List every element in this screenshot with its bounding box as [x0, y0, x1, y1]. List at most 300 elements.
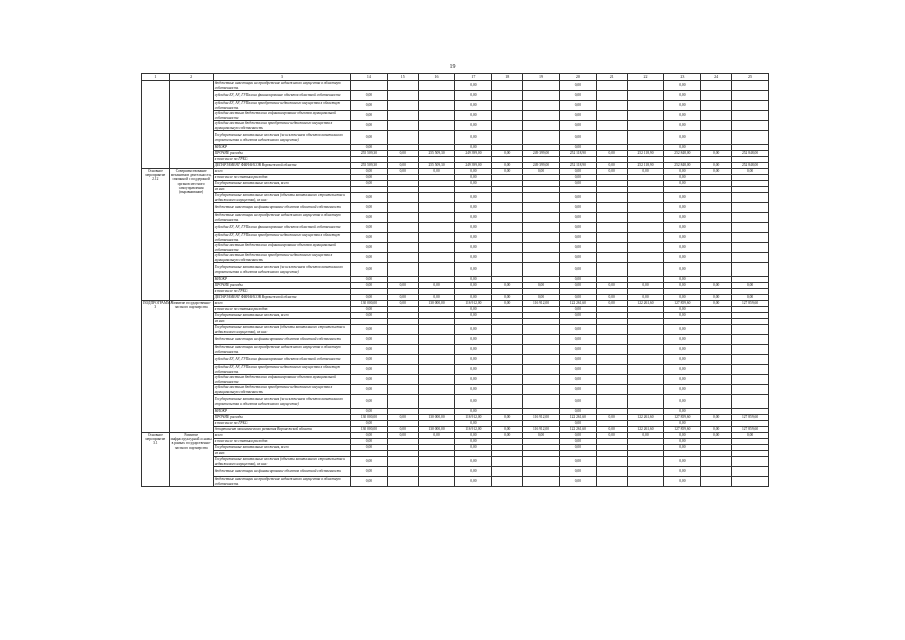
value-cell — [701, 365, 732, 375]
value-cell — [523, 365, 560, 375]
value-cell: 255 509,30 — [350, 163, 387, 169]
value-cell: 0,00 — [559, 457, 596, 467]
value-cell: 0,00 — [664, 91, 701, 101]
value-cell: 0,00 — [455, 243, 492, 253]
value-cell: 0,00 — [664, 193, 701, 203]
expense-type-cell: Государственные капитальные вложения (за исключением объектов капитального строительства и объектов недвижимого имущества) — [213, 263, 350, 277]
header-row — [142, 74, 769, 81]
value-cell: 0,00 — [664, 213, 701, 223]
value-cell — [418, 193, 455, 203]
value-cell — [596, 253, 627, 263]
value-cell: 0,00 — [664, 243, 701, 253]
value-cell — [492, 131, 523, 145]
value-cell: 130 000,00 — [418, 415, 455, 421]
activity-name-cell: Совершенствование механизмов деятельности, связанной с поддержкой органов местного самоуправления (выравнивание) — [169, 169, 213, 301]
value-cell: 249 399,00 — [455, 151, 492, 157]
value-cell: 116 912,00 — [523, 415, 560, 421]
value-cell — [596, 203, 627, 213]
value-cell: 127 859,60 — [732, 301, 769, 307]
value-cell: 0,00 — [455, 385, 492, 395]
value-cell — [701, 213, 732, 223]
value-cell — [523, 91, 560, 101]
page-number: 19 — [449, 64, 456, 70]
value-cell — [701, 335, 732, 345]
value-cell — [701, 263, 732, 277]
value-cell: 0,00 — [350, 213, 387, 223]
header-cell: 23 — [664, 74, 701, 81]
value-cell: 0,00 — [559, 283, 596, 289]
value-cell — [596, 233, 627, 243]
value-cell — [596, 193, 627, 203]
value-cell — [523, 111, 560, 121]
value-cell — [523, 345, 560, 355]
table-row — [142, 203, 769, 213]
value-cell — [492, 203, 523, 213]
value-cell — [387, 243, 418, 253]
value-cell: 0,00 — [350, 283, 387, 289]
value-cell: 0,00 — [596, 433, 627, 439]
value-cell: 0,00 — [559, 203, 596, 213]
value-cell — [418, 131, 455, 145]
value-cell — [523, 467, 560, 477]
expense-type-cell: субсидии БУ, АУ, ГУПам на приобретение недвижимого имущества в областную собственность — [213, 233, 350, 243]
value-cell: 249 399,00 — [523, 151, 560, 157]
value-cell — [523, 325, 560, 335]
value-cell — [387, 101, 418, 111]
value-cell — [418, 355, 455, 365]
value-cell — [418, 477, 455, 487]
value-cell — [523, 101, 560, 111]
value-cell: 0,00 — [559, 467, 596, 477]
expense-type-cell: Государственные капитальные вложения (объекты капитального строительства и недвижимого имущества), из них: — [213, 457, 350, 467]
expense-type-cell: ДЕПАРТАМЕНТ ФИНАНСОВ Воронежской области — [213, 163, 350, 169]
value-cell: 0,00 — [559, 433, 596, 439]
value-cell — [523, 355, 560, 365]
value-cell — [627, 91, 664, 101]
expense-type-cell: бюджетные инвестиции на финансирование объектов областной собственности — [213, 467, 350, 477]
value-cell: 0,00 — [418, 295, 455, 301]
value-cell — [701, 385, 732, 395]
value-cell: 0,00 — [350, 223, 387, 233]
value-cell: 0,00 — [455, 169, 492, 175]
activity-name-cell — [169, 81, 213, 169]
table-row — [142, 101, 769, 111]
value-cell: 116 912,00 — [455, 427, 492, 433]
value-cell: 0,00 — [559, 355, 596, 365]
value-cell: 0,00 — [664, 375, 701, 385]
header-cell: 24 — [701, 74, 732, 81]
value-cell — [492, 335, 523, 345]
value-cell: 0,00 — [350, 233, 387, 243]
value-cell: 0,00 — [559, 233, 596, 243]
activity-name-cell: Развитие инфраструктурной основы в рамках государственно-частного партнерства — [169, 433, 213, 487]
expense-type-cell: ПРОЧИЕ расходы — [213, 415, 350, 421]
value-cell: 0,00 — [350, 433, 387, 439]
value-cell: 0,00 — [664, 355, 701, 365]
value-cell: 0,00 — [418, 433, 455, 439]
expense-type-cell: субсидии местным бюджетам на приобретение недвижимого имущества в муниципальную собственность — [213, 385, 350, 395]
value-cell — [387, 213, 418, 223]
value-cell — [350, 81, 387, 91]
value-cell — [627, 213, 664, 223]
value-cell: 255 509,30 — [350, 151, 387, 157]
value-cell — [387, 477, 418, 487]
value-cell: 252 118,90 — [627, 151, 664, 157]
value-cell: 0,00 — [664, 111, 701, 121]
value-cell: 0,00 — [559, 421, 596, 427]
value-cell — [387, 263, 418, 277]
value-cell: 0,00 — [664, 263, 701, 277]
value-cell — [523, 233, 560, 243]
value-cell: 0,00 — [664, 313, 701, 319]
value-cell — [596, 477, 627, 487]
value-cell: 0,00 — [732, 433, 769, 439]
value-cell — [387, 355, 418, 365]
value-cell — [418, 233, 455, 243]
value-cell: 249 399,00 — [455, 163, 492, 169]
value-cell: 0,00 — [455, 213, 492, 223]
value-cell — [387, 81, 418, 91]
value-cell: 122 261,60 — [627, 427, 664, 433]
value-cell — [701, 457, 732, 467]
table-row — [142, 355, 769, 365]
value-cell: 0,00 — [455, 313, 492, 319]
value-cell: 0,00 — [596, 295, 627, 301]
value-cell: 0,00 — [664, 467, 701, 477]
expense-type-cell: бюджетные инвестиции на приобретение недвижимого имущества в областную собственность — [213, 477, 350, 487]
table-row — [142, 457, 769, 467]
value-cell — [596, 375, 627, 385]
value-cell: 0,00 — [350, 375, 387, 385]
expense-type-cell: НИОКР — [213, 277, 350, 283]
value-cell: 130 000,00 — [418, 301, 455, 307]
expense-type-cell: субсидии БУ, АУ, ГУПам на приобретение недвижимого имущества в областную собственность — [213, 365, 350, 375]
value-cell: 130 000,00 — [350, 427, 387, 433]
expense-type-cell: Государственные капитальные вложения (за исключением объектов капитального строительства и объектов недвижимого имущества) — [213, 131, 350, 145]
value-cell: 0,00 — [455, 355, 492, 365]
value-cell — [732, 111, 769, 121]
value-cell: 0,00 — [350, 169, 387, 175]
table-row — [142, 131, 769, 145]
value-cell: 0,00 — [664, 295, 701, 301]
value-cell — [418, 223, 455, 233]
value-cell — [492, 223, 523, 233]
value-cell — [701, 131, 732, 145]
activity-name-cell: Развитие государственно-частного партнерства — [169, 301, 213, 433]
value-cell: 0,00 — [455, 335, 492, 345]
value-cell: 0,00 — [559, 243, 596, 253]
value-cell — [732, 467, 769, 477]
value-cell: 0,00 — [492, 151, 523, 157]
value-cell: 0,00 — [350, 313, 387, 319]
value-cell: 0,00 — [387, 415, 418, 421]
expense-type-cell: субсидии БУ, АУ, ГУПам на финансирование объектов областной собственности — [213, 355, 350, 365]
value-cell — [627, 395, 664, 409]
expense-type-cell: бюджетные инвестиции на финансирование объектов областной собственности — [213, 335, 350, 345]
value-cell — [627, 375, 664, 385]
value-cell — [418, 385, 455, 395]
value-cell: 0,00 — [664, 421, 701, 427]
value-cell: 0,00 — [596, 427, 627, 433]
activity-code-cell: ПОДПРОГРАММА 3 — [142, 301, 170, 433]
value-cell: 0,00 — [596, 169, 627, 175]
value-cell: 0,00 — [350, 111, 387, 121]
value-cell: 0,00 — [523, 169, 560, 175]
value-cell: 0,00 — [559, 395, 596, 409]
value-cell: 0,00 — [492, 415, 523, 421]
value-cell — [701, 395, 732, 409]
value-cell: 0,00 — [387, 433, 418, 439]
value-cell — [596, 325, 627, 335]
header-cell: 21 — [596, 74, 627, 81]
value-cell: 255 509,30 — [418, 151, 455, 157]
value-cell: 0,00 — [559, 81, 596, 91]
value-cell — [596, 345, 627, 355]
expense-type-cell: бюджетные инвестиции на финансирование объектов областной собственности — [213, 203, 350, 213]
value-cell: 0,00 — [455, 433, 492, 439]
value-cell: 0,00 — [350, 385, 387, 395]
value-cell — [732, 253, 769, 263]
value-cell — [418, 395, 455, 409]
value-cell: 0,00 — [701, 283, 732, 289]
value-cell: 0,00 — [664, 409, 701, 415]
expense-type-cell: Государственные капитальные вложения, всего — [213, 313, 350, 319]
value-cell: 0,00 — [455, 223, 492, 233]
value-cell: 0,00 — [701, 151, 732, 157]
expense-type-cell: субсидии местным бюджетам на софинансирование объектов муниципальной собственности — [213, 243, 350, 253]
value-cell: 0,00 — [523, 283, 560, 289]
value-cell: 0,00 — [455, 203, 492, 213]
value-cell — [387, 325, 418, 335]
value-cell — [701, 111, 732, 121]
expense-type-cell: субсидии БУ, АУ, ГУПам на финансирование объектов областной собственности — [213, 91, 350, 101]
value-cell — [701, 243, 732, 253]
value-cell — [387, 233, 418, 243]
value-cell: 116 912,00 — [455, 415, 492, 421]
expense-type-cell: бюджетные инвестиции на приобретение недвижимого имущества в областную собственность — [213, 213, 350, 223]
value-cell: 0,00 — [664, 175, 701, 181]
value-cell — [732, 335, 769, 345]
value-cell: 0,00 — [350, 243, 387, 253]
value-cell — [701, 477, 732, 487]
value-cell: 0,00 — [492, 169, 523, 175]
value-cell — [523, 121, 560, 131]
value-cell — [523, 81, 560, 91]
value-cell: 0,00 — [559, 385, 596, 395]
value-cell: 0,00 — [492, 301, 523, 307]
value-cell — [523, 131, 560, 145]
value-cell: 0,00 — [596, 415, 627, 421]
value-cell: 0,00 — [701, 415, 732, 421]
value-cell: 0,00 — [350, 277, 387, 283]
value-cell: 0,00 — [664, 385, 701, 395]
value-cell: 0,00 — [559, 277, 596, 283]
value-cell: 0,00 — [418, 283, 455, 289]
value-cell — [701, 233, 732, 243]
value-cell — [523, 223, 560, 233]
expense-type-cell: Государственные капитальные вложения, всего — [213, 181, 350, 187]
value-cell — [418, 101, 455, 111]
value-cell — [732, 131, 769, 145]
value-cell — [701, 91, 732, 101]
value-cell — [492, 213, 523, 223]
value-cell — [418, 243, 455, 253]
value-cell: 0,00 — [492, 433, 523, 439]
value-cell: 0,00 — [387, 163, 418, 169]
value-cell: 255 509,30 — [418, 163, 455, 169]
value-cell: 0,00 — [664, 457, 701, 467]
value-cell — [627, 111, 664, 121]
value-cell: 0,00 — [559, 131, 596, 145]
value-cell: 0,00 — [664, 395, 701, 409]
value-cell — [627, 131, 664, 145]
value-cell — [418, 203, 455, 213]
value-cell — [627, 335, 664, 345]
table-row — [142, 121, 769, 131]
table-row — [142, 365, 769, 375]
value-cell — [627, 365, 664, 375]
value-cell — [701, 345, 732, 355]
header-cell: 2 — [169, 74, 213, 81]
expense-type-cell: из них: — [213, 451, 350, 457]
value-cell: 0,00 — [418, 169, 455, 175]
value-cell — [387, 91, 418, 101]
activity-code-cell: Основное мероприятие 3.1 — [142, 433, 170, 487]
expense-type-cell: субсидии местным бюджетам на софинансирование объектов муниципальной собственности — [213, 375, 350, 385]
value-cell — [732, 355, 769, 365]
value-cell — [596, 101, 627, 111]
value-cell — [627, 477, 664, 487]
value-cell: 0,00 — [455, 307, 492, 313]
expense-type-cell: Государственные капитальные вложения (объекты капитального строительства и недвижимого имущества), из них: — [213, 193, 350, 203]
value-cell — [596, 111, 627, 121]
value-cell: 130 000,00 — [350, 301, 387, 307]
value-cell: 252 118,90 — [559, 151, 596, 157]
value-cell — [523, 375, 560, 385]
value-cell — [732, 101, 769, 111]
value-cell — [418, 457, 455, 467]
value-cell: 0,00 — [559, 365, 596, 375]
value-cell — [523, 243, 560, 253]
value-cell: 0,00 — [350, 263, 387, 277]
value-cell — [701, 355, 732, 365]
value-cell: 130 000,00 — [418, 427, 455, 433]
value-cell: 122 261,60 — [627, 301, 664, 307]
value-cell — [627, 81, 664, 91]
value-cell: 0,00 — [664, 145, 701, 151]
value-cell: 122 261,60 — [627, 415, 664, 421]
value-cell — [596, 91, 627, 101]
value-cell — [596, 121, 627, 131]
value-cell — [701, 81, 732, 91]
value-cell: 0,00 — [455, 283, 492, 289]
table-row — [142, 325, 769, 335]
value-cell — [596, 213, 627, 223]
value-cell: 0,00 — [350, 355, 387, 365]
expense-type-cell: ПРОЧИЕ расходы — [213, 283, 350, 289]
table-row — [142, 253, 769, 263]
value-cell — [701, 101, 732, 111]
value-cell: 0,00 — [596, 301, 627, 307]
value-cell: 0,00 — [350, 253, 387, 263]
value-cell: 0,00 — [492, 283, 523, 289]
value-cell: 0,00 — [350, 421, 387, 427]
value-cell — [732, 91, 769, 101]
value-cell — [523, 203, 560, 213]
value-cell — [418, 91, 455, 101]
value-cell: 0,00 — [664, 445, 701, 451]
value-cell: 0,00 — [455, 111, 492, 121]
value-cell: 0,00 — [732, 295, 769, 301]
value-cell: 0,00 — [455, 325, 492, 335]
expense-type-cell: субсидии местным бюджетам на софинансирование объектов муниципальной собственности — [213, 111, 350, 121]
value-cell: 0,00 — [350, 145, 387, 151]
value-cell — [596, 335, 627, 345]
expense-type-cell: всего — [213, 301, 350, 307]
value-cell — [701, 223, 732, 233]
value-cell — [387, 111, 418, 121]
table-row — [142, 467, 769, 477]
value-cell — [701, 325, 732, 335]
value-cell — [387, 345, 418, 355]
table-row — [142, 91, 769, 101]
value-cell — [627, 193, 664, 203]
header-cell: 25 — [732, 74, 769, 81]
value-cell — [492, 243, 523, 253]
value-cell — [523, 477, 560, 487]
value-cell — [627, 203, 664, 213]
value-cell — [627, 467, 664, 477]
value-cell — [492, 395, 523, 409]
value-cell: 0,00 — [492, 163, 523, 169]
value-cell: 0,00 — [455, 101, 492, 111]
value-cell: 252 848,00 — [732, 163, 769, 169]
budget-table — [141, 73, 769, 487]
value-cell: 0,00 — [350, 193, 387, 203]
value-cell — [732, 213, 769, 223]
value-cell: 0,00 — [350, 477, 387, 487]
table-row — [142, 477, 769, 487]
value-cell: 0,00 — [627, 295, 664, 301]
value-cell: 0,00 — [350, 91, 387, 101]
value-cell: 0,00 — [387, 283, 418, 289]
value-cell — [492, 365, 523, 375]
header-cell: 1 — [142, 74, 170, 81]
value-cell — [418, 263, 455, 277]
value-cell — [701, 193, 732, 203]
value-cell — [492, 253, 523, 263]
value-cell — [387, 365, 418, 375]
value-cell — [627, 253, 664, 263]
value-cell: 0,00 — [455, 121, 492, 131]
value-cell: 0,00 — [455, 233, 492, 243]
table-row — [142, 213, 769, 223]
value-cell — [701, 375, 732, 385]
value-cell — [732, 477, 769, 487]
value-cell — [596, 131, 627, 145]
expense-type-cell: Государственные капитальные вложения, всего — [213, 445, 350, 451]
value-cell: 0,00 — [455, 345, 492, 355]
value-cell: 0,00 — [559, 169, 596, 175]
value-cell — [732, 203, 769, 213]
value-cell: 0,00 — [559, 121, 596, 131]
value-cell — [418, 365, 455, 375]
value-cell: 116 912,00 — [523, 301, 560, 307]
value-cell: 0,00 — [559, 295, 596, 301]
value-cell: 0,00 — [559, 181, 596, 187]
header-cell: 19 — [523, 74, 560, 81]
value-cell: 0,00 — [559, 263, 596, 277]
